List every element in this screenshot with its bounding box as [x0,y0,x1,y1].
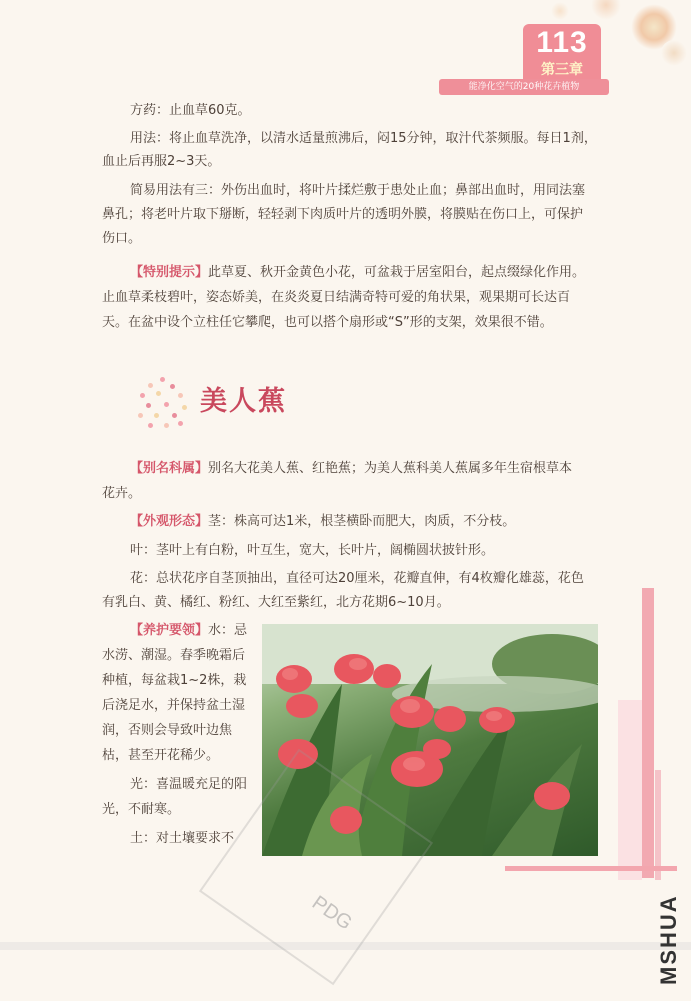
tip-paragraph-line-1 [130,262,585,284]
care-line-6: 枯，甚至开花稀少。 [102,748,220,763]
soil-line-1: 土：对土壤要求不 [130,831,235,846]
morphology-stem-text: 茎：株高可达1米，根茎横卧而肥大，肉质，不分枝。 [208,514,516,529]
side-mark [656,885,686,995]
care-text-1: 水：忌 [208,623,248,638]
care-label: 【养护要领】 [130,623,209,638]
prescription-text: 方药：止血草60克。 [130,103,251,118]
decorative-bar [642,588,654,878]
simple-usage-line-3: 伤口。 [102,231,142,246]
usage-line-2: 血止后再服2~3天。 [102,154,221,169]
alias-label: 【别名科属】 [130,461,209,476]
chapter-subtitle: 能净化空气的20种花卉植物 [468,82,580,92]
decorative-bar [618,700,642,880]
page-number: 113 [536,26,588,59]
care-line-3: 种植，每盆栽1~2株，栽 [102,673,247,688]
decorative-bar [655,770,661,880]
title-flower-icon [136,375,192,433]
care-line-2: 水涝、潮湿。春季晚霜后 [102,648,246,663]
tip-line-3: 天。在盆中设个立柱任它攀爬，也可以搭个扇形或“S”形的支架，效果很不错。 [102,315,553,330]
alias-line-1 [130,458,572,480]
side-mark-text: MSHUA [656,894,681,985]
care-line-1 [130,620,247,642]
chapter-label: 第三章 [541,62,583,78]
tip-label: 【特别提示】 [130,265,209,280]
watermark-text: PDG [307,891,357,935]
care-line-5: 润，否则会导致叶边焦 [102,723,233,738]
tip-line-2: 止血草柔枝碧叶，姿态娇美，在炎炎夏日结满奇特可爱的角状果，观果期可长达百 [102,290,571,305]
alias-line-2: 花卉。 [102,486,142,501]
morphology-flower-2: 有乳白、黄、橘红、粉红、大红至紫红，北方花期6~10月。 [102,595,450,610]
decorative-line [505,866,677,871]
care-line-4: 后浇足水，并保持盆土湿 [102,698,246,713]
simple-usage-line-1: 简易用法有三：外伤出血时，将叶片揉烂敷于患处止血；鼻部出血时，用同法塞 [130,183,586,198]
tip-text-1: 此草夏、秋开金黄色小花，可盆栽于居室阳台，起点缀绿化作用。 [208,265,586,280]
light-line-1: 光：喜温暖充足的阳 [130,777,248,792]
alias-text-1: 别名大花美人蕉、红艳蕉；为美人蕉科美人蕉属多年生宿根草本 [208,461,573,476]
light-line-2: 光，不耐寒。 [102,802,181,817]
morphology-line-1 [130,511,515,533]
morphology-flower-1: 花：总状花序自茎顶抽出，直径可达20厘米，花瓣直伸，有4枚瓣化雄蕊，花色 [130,571,584,586]
section-title: 美人蕉 [200,386,287,417]
usage-line-1: 用法：将止血草洗净，以清水适量煎沸后，闷15分钟，取汁代茶频服。每日1剂， [130,131,597,146]
morphology-label: 【外观形态】 [130,514,209,529]
morphology-leaf: 叶：茎叶上有白粉，叶互生，宽大，长叶片，阔椭圆状披针形。 [130,543,495,558]
simple-usage-line-2: 鼻孔；将老叶片取下掰断，轻轻剥下肉质叶片的透明外膜，将膜贴在伤口上，可保护 [102,207,584,222]
